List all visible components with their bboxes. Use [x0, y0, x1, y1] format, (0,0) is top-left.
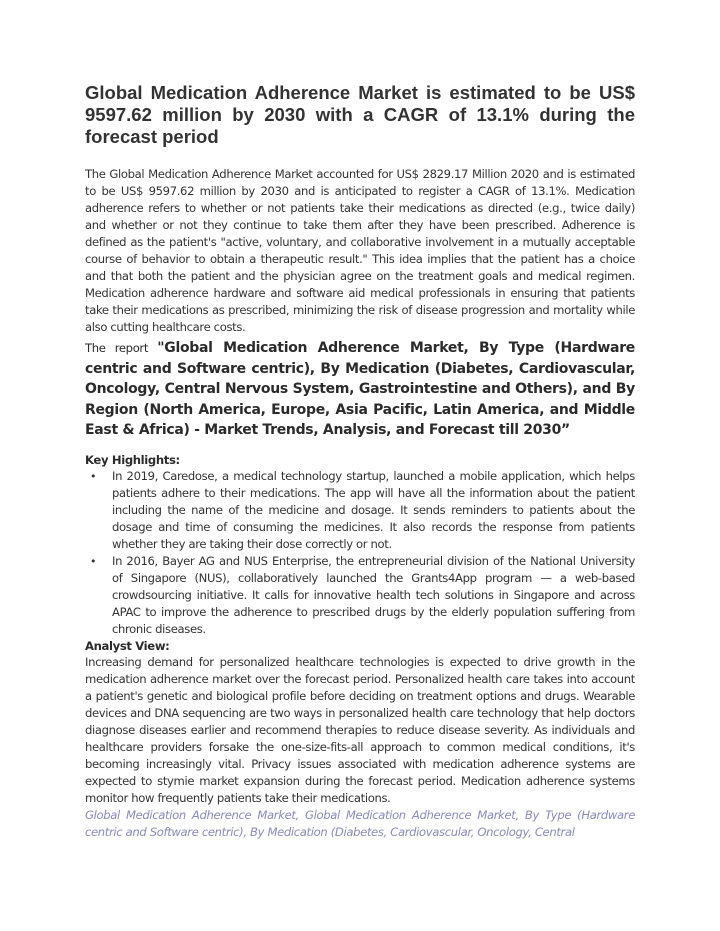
key-highlights-list	[85, 468, 635, 638]
list-item: • In 2016, Bayer AG and NUS Enterprise, the entrepreneurial division of the National University of Singapore (NUS), collaboratively launched the Grants4App program — a web-based crowdsourcing initiative. It calls for innovative health tech solutions in Singapore and across APAC to improve the adherence to prescribed drugs by the elderly population suffering from chronic diseases.	[85, 553, 635, 638]
analyst-view-heading: Analyst View:	[85, 639, 170, 654]
footer-keywords: Global Medication Adherence Market, Global Medication Adherence Market, By Type (Hardware centric and Software centric), By Medication (Diabetes, Cardiovascular, Oncology, Central	[85, 808, 635, 840]
analyst-view-paragraph: Increasing demand for personalized healthcare technologies is expected to drive growth in the medication adherence market over the forecast period. Personalized health care takes into account a patient's genetic and biological profile before deciding on treatment options and drugs. Wearable devices and DNA sequencing are two ways in personalized health care technology that help doctors diagnose diseases earlier and recommend therapies to reduce disease severity. As individuals and healthcare providers forsake the one-size-fits-all approach to common medical conditions, it's becoming increasingly vital. Privacy issues associated with medication adherence systems are expected to stymie market expansion during the forecast period. Medication adherence systems monitor how frequently patients take their medications.	[85, 655, 635, 806]
report-title: "Global Medication Adherence Market, By Type (Hardware centric and Software centric), By Medication (Diabetes, Cardiovascular, Oncology, Central Nervous System, Gastrointestine and Others), and By Region (North America, Europe, Asia Pacific, Latin America, and Middle East & Africa) - Market Trends, Analysis, and Forecast till 2030”	[85, 340, 635, 438]
page-title: Global Medication Adherence Market is estimated to be US$ 9597.62 million by 2030 with a CAGR of 13.1% during the forecast period	[85, 82, 635, 147]
key-highlights-heading: Key Highlights:	[85, 453, 180, 468]
list-item: • In 2019, Caredose, a medical technology startup, launched a mobile application, which helps patients adhere to their medications. The app will have all the information about the patient including the name of the medicine and dosage. It sends reminders to patients about the dosage and time of consuming the medicines. It also records the response from patients whether they are taking their dose correctly or not.	[85, 468, 635, 553]
intro-paragraph: The Global Medication Adherence Market accounted for US$ 2829.17 Million 2020 and is estimated to be US$ 9597.62 million by 2030 and is anticipated to register a CAGR of 13.1%. Medication adherence refers to whether or not patients take their medications as directed (e.g., twice daily) and whether or not they continue to take them after they have been prescribed. Adherence is defined as the patient's "active, voluntary, and collaborative involvement in a mutually acceptable course of behavior to obtain a therapeutic result." This idea implies that the patient has a choice and that both the patient and the physician agree on the treatment goals and medical regimen. Medication adherence hardware and software aid medical professionals in ensuring that patients take their medications as prescribed, minimizing the risk of disease progression and mortality while also cutting healthcare costs.	[85, 167, 635, 334]
report-paragraph	[85, 338, 635, 441]
report-prefix: The report	[85, 341, 158, 355]
